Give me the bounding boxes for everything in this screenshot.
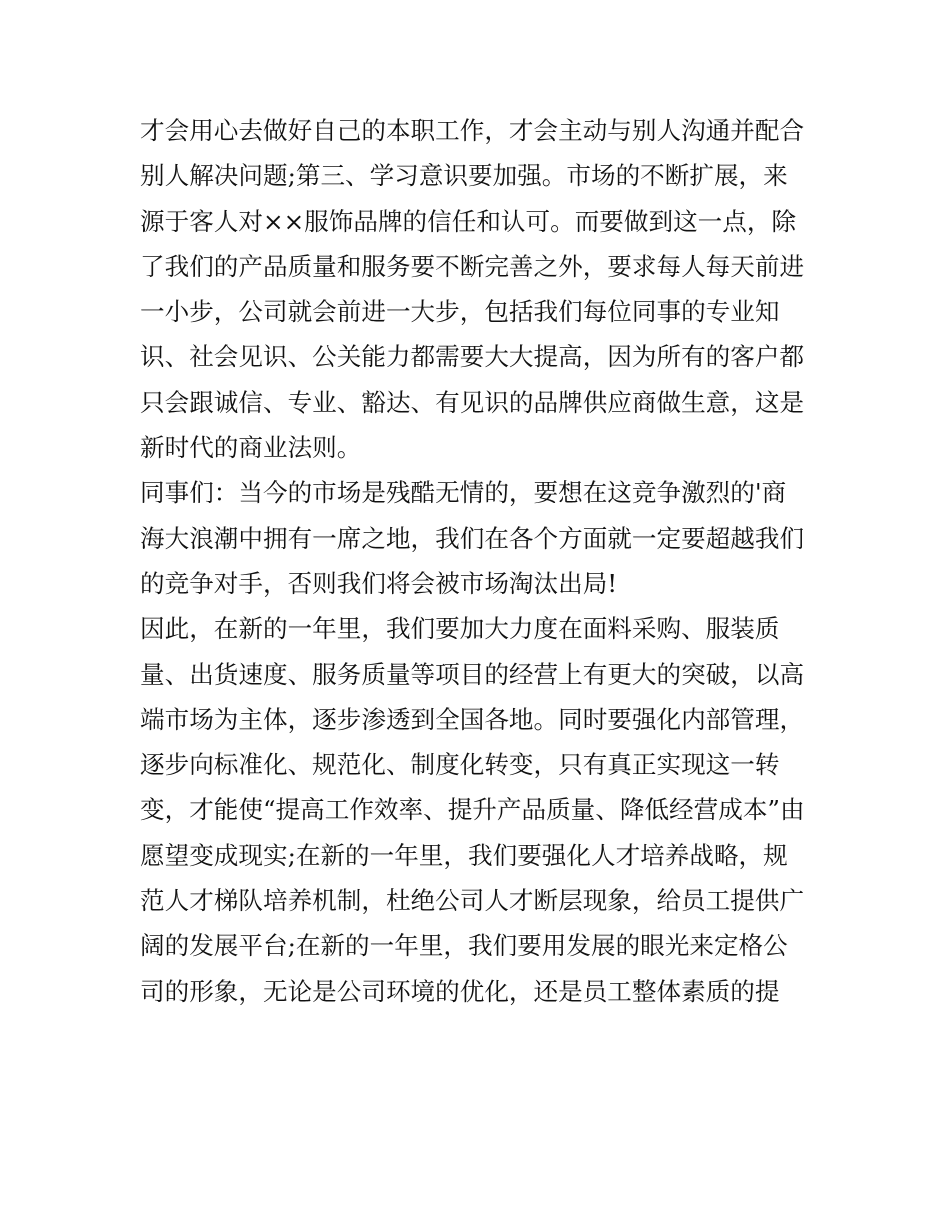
text-line: 新时代的商业法则。: [140, 433, 362, 463]
text-line: 量、出货速度、服务质量等项目的经营上有更大的突破，以高: [140, 659, 805, 689]
text-line: 才会用心去做好自己的本职工作，才会主动与别人沟通并配合: [140, 116, 805, 145]
text-line: 端市场为主体，逐步渗透到全国各地。同时要强化内部管理，: [140, 704, 805, 734]
text-line: 变，才能使“提高工作效率、提升产品质量、降低经营成本”由: [140, 795, 805, 825]
text-line: 愿望变成现实;在新的一年里，我们要强化人才培养战略，规: [140, 840, 788, 870]
text-line: 了我们的产品质量和服务要不断完善之外，要求每人每天前进: [140, 251, 805, 281]
text-line: 识、社会见识、公关能力都需要大大提高，因为所有的客户都: [140, 342, 805, 372]
text-line: 只会跟诚信、专业、豁达、有见识的品牌供应商做生意，这是: [140, 387, 805, 417]
text-line: 范人才梯队培养机制，杜绝公司人才断层现象，给员工提供广: [140, 886, 805, 916]
text-line: 司的形象，无论是公司环境的优化，还是员工整体素质的提: [140, 976, 780, 1006]
text-line: 海大浪潮中拥有一席之地，我们在各个方面就一定要超越我们: [140, 523, 805, 553]
text-line: 的竞争对手，否则我们将会被市场淘汰出局!: [140, 568, 618, 598]
document-page: [140, 108, 816, 1014]
text-line: 因此，在新的一年里，我们要加大力度在面料采购、服装质: [140, 614, 780, 644]
text-line: 源于客人对××服饰品牌的信任和认可。而要做到这一点，除: [140, 206, 797, 236]
text-line: 同事们：当今的市场是残酷无情的，要想在这竞争激烈的'商: [140, 478, 787, 508]
text-line: 一小步，公司就会前进一大步，包括我们每位同事的专业知: [140, 297, 780, 327]
text-line: 逐步向标准化、规范化、制度化转变，只有真正实现这一转: [140, 750, 780, 780]
text-line: 别人解决问题;第三、学习意识要加强。市场的不断扩展，来: [140, 161, 788, 191]
text-line: 阔的发展平台;在新的一年里，我们要用发展的眼光来定格公: [140, 931, 788, 961]
